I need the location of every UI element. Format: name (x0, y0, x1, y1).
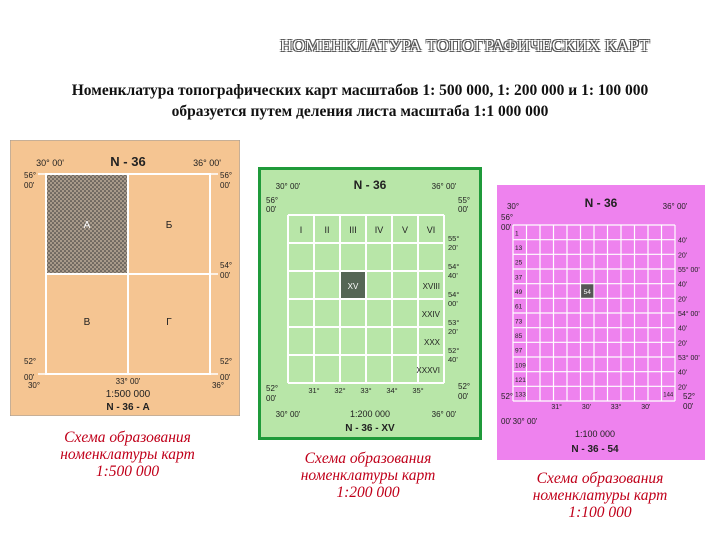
p1-cell-g: Г (166, 317, 172, 328)
p1-caption-line-3: 1:500 000 (95, 463, 160, 480)
p3-grid (513, 225, 700, 411)
p1-bottom-lon-left: 30° (27, 381, 41, 390)
p2-right-label-deg: 53° (448, 318, 460, 327)
p3-sheet-label: N - 36 (584, 196, 618, 210)
p3-bottom-lon: 30' (581, 404, 591, 411)
panel-2-200000 (258, 167, 482, 440)
p2-sheet-label: N - 36 (353, 178, 387, 192)
p2-lat-top-left-min: 00' (266, 205, 277, 214)
p2-row-label: XXIV (421, 310, 440, 319)
p1-sheet-label: N - 36 (110, 154, 146, 169)
p3-row-number: 121 (515, 377, 526, 384)
p2-bottom-lon: 31° (308, 386, 320, 395)
p2-lat-bot-right-deg: 52° (458, 382, 471, 391)
p3-bottom-lon-left: 30° 00' (512, 417, 538, 426)
p2-row-label: XXXVI (416, 366, 440, 375)
p3-code: N - 36 - 54 (571, 444, 619, 455)
p2-lat-bot-left-deg: 52° (266, 384, 279, 393)
p3-row-number: 97 (515, 347, 523, 355)
p3-right-label: 20' (678, 252, 688, 260)
p2-scale: 1:200 000 (349, 409, 391, 419)
p2-right-label-min: 20' (448, 327, 458, 336)
p2-right-label-min: 40' (448, 355, 458, 364)
p2-right-label-min: 20' (448, 243, 458, 252)
p1-bottom-lon-right: 36° (211, 381, 225, 390)
p3-lat-bot-left-min: 00' (501, 417, 512, 426)
p3-right-label: 20' (678, 384, 688, 392)
p3-right-label: 54° 00' (678, 311, 700, 318)
p2-roman-label: I (299, 225, 303, 235)
p2-roman-label: VI (426, 225, 436, 235)
page-subtitle (0, 80, 720, 122)
p2-roman-label: II (324, 225, 330, 235)
p2-highlight-label: XV (347, 282, 359, 291)
p3-highlight-label: 54 (583, 289, 591, 296)
p2-right-label-deg: 52° (448, 346, 460, 355)
p1-cell-b: Б (165, 220, 173, 231)
page-title: НОМЕНКЛАТУРА ТОПОГРАФИЧЕСКИХ КАРТ (280, 36, 650, 55)
p2-bottom-lon-left: 30° 00' (275, 410, 301, 419)
p1-cell-v: В (83, 317, 91, 328)
p3-right-label: 40' (678, 325, 688, 333)
p3-right-label: 20' (678, 296, 688, 304)
p3-bottom-lon: 30' (641, 404, 651, 411)
p3-caption-line-3: 1:100 000 (568, 504, 632, 521)
panel-3-100000 (497, 185, 705, 460)
p3-row-number: 73 (515, 318, 523, 326)
p3-row-number: 13 (515, 245, 523, 252)
p1-lat-bot-right-min: 00' (220, 373, 231, 382)
p1-lat-top-left-deg: 56° (24, 171, 37, 180)
p3-row-number: 85 (515, 333, 523, 340)
p2-right-label-deg: 54° (448, 290, 460, 299)
p1-lat-mid-right-min: 00' (220, 271, 231, 280)
p3-row-number: 133 (515, 391, 526, 399)
p3-lat-top-left-deg: 56° (501, 213, 514, 222)
p2-code: N - 36 - XV (345, 423, 395, 434)
p3-caption-line-1: Схема образования (536, 470, 664, 487)
p3-row-number: 109 (515, 362, 526, 370)
p2-right-label-deg: 55° (448, 234, 460, 243)
p1-scale: 1:500 000 (105, 389, 151, 400)
p3-lat-bot-right-deg: 52° (683, 392, 696, 401)
p2-right-label-min: 40' (448, 271, 458, 280)
p3-right-label: 55° 00' (678, 267, 700, 274)
p3-bottom-lon: 31° (551, 404, 562, 411)
p3-row-number: 49 (515, 289, 523, 296)
panel-1-500000 (10, 140, 240, 416)
p2-roman-label: III (349, 225, 357, 235)
p3-row-number: 61 (515, 303, 523, 311)
p2-caption-line-2: номенклатуры карт (300, 467, 436, 484)
p2-bottom-lon: 33° (360, 386, 372, 395)
subtitle-line-1: Номенклатура топографических карт масштабов 1: 500 000, 1: 200 000 и 1: 100 000 (71, 82, 649, 99)
p2-bottom-lon: 32° (334, 386, 346, 395)
p3-caption-line-2: номенклатуры карт (532, 487, 668, 504)
subtitle-line-2: образуется путем деления листа масштаба 1:1 000 000 (171, 103, 549, 120)
p1-lat-bot-right-deg: 52° (220, 357, 233, 366)
p3-row-number: 37 (515, 274, 523, 282)
p3-caption (500, 470, 700, 521)
p3-lat-top-left-min: 00' (501, 223, 512, 232)
p2-row-label: XVIII (422, 282, 440, 291)
p3-corner-cell-label: 144 (663, 392, 674, 399)
p1-lon-left: 30° 00' (36, 158, 64, 168)
p2-lon-left: 30° 00' (275, 182, 301, 191)
p2-lat-top-right-deg: 55° (458, 196, 471, 205)
p1-caption-line-2: номенклатуры карт (60, 446, 195, 463)
p2-row-label: XXX (423, 338, 440, 347)
p3-lon-right: 36° 00' (662, 202, 688, 211)
p3-scale: 1:100 000 (574, 429, 616, 439)
p2-caption-line-3: 1:200 000 (336, 484, 400, 501)
p1-cell-a: А (83, 220, 91, 231)
p2-bottom-lon: 35° (412, 386, 424, 395)
p2-lon-right: 36° 00' (431, 182, 457, 191)
p2-caption (268, 450, 468, 501)
p2-right-label-deg: 54° (448, 262, 460, 271)
p2-caption-line-1: Схема образования (304, 450, 432, 467)
p3-right-label: 53° 00' (678, 355, 700, 362)
p1-lat-mid-right-deg: 54° (220, 261, 233, 270)
p1-caption-line-1: Схема образования (64, 429, 191, 446)
p3-lat-bot-right-min: 00' (683, 402, 694, 411)
p2-lat-top-right-min: 00' (458, 205, 469, 214)
p1-lat-bot-left-min: 00' (24, 373, 35, 382)
p3-bottom-lon: 33° (610, 404, 622, 411)
p2-lat-top-left-deg: 56° (266, 196, 279, 205)
p3-row-number: 1 (515, 230, 519, 238)
p1-caption (30, 429, 225, 480)
p1-code: N - 36 - А (106, 402, 150, 413)
p3-lon-left: 30° (506, 202, 520, 211)
p2-lat-bot-left-min: 00' (266, 394, 277, 403)
p2-roman-label: IV (374, 225, 384, 235)
p1-lat-top-right-deg: 56° (220, 171, 233, 180)
p2-lat-bot-right-min: 00' (458, 392, 469, 401)
p3-right-label: 40' (678, 237, 688, 245)
p3-right-label: 20' (678, 340, 688, 348)
p3-right-label: 40' (678, 369, 688, 377)
p3-row-number: 25 (515, 259, 523, 267)
p2-bottom-lon-right: 36° 00' (431, 410, 457, 419)
p3-lat-bot-left-deg: 52° (501, 392, 514, 401)
p1-lat-top-right-min: 00' (220, 181, 231, 190)
p1-lon-right: 36° 00' (193, 158, 221, 168)
p2-roman-label: V (401, 225, 409, 235)
p1-lat-top-left-min: 00' (24, 181, 35, 190)
p2-bottom-lon: 34° (386, 386, 398, 395)
p1-bottom-lon-mid: 33° 00' (115, 377, 141, 386)
p2-right-label-min: 00' (448, 299, 458, 308)
p3-right-label: 40' (678, 281, 688, 289)
p1-lat-bot-left-deg: 52° (24, 357, 37, 366)
